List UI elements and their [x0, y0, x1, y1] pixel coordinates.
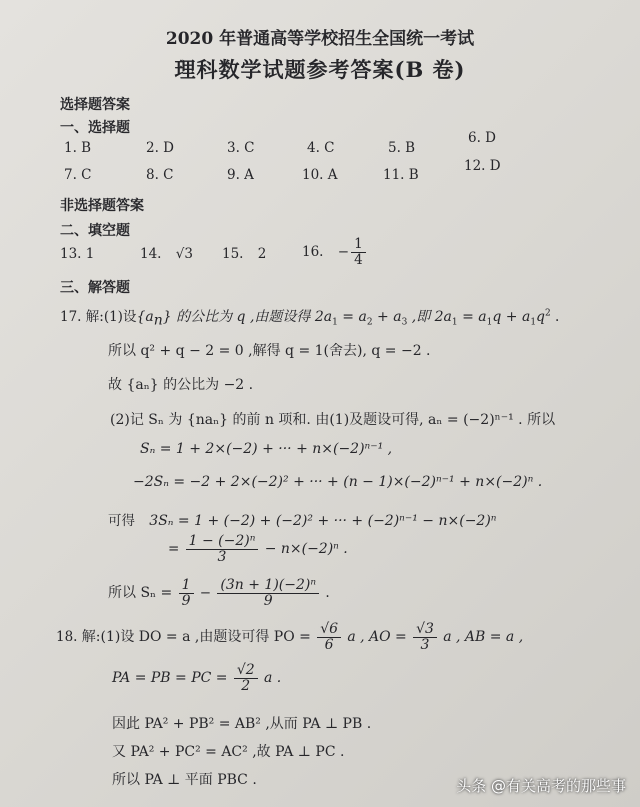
fill-sign: −: [337, 244, 350, 260]
q17-text-a: } 的公比为 q ,由题设得 2a: [162, 309, 333, 325]
q17-seq: {a: [136, 309, 154, 325]
mc-answer-2: 2. D: [146, 140, 174, 156]
mc-answer-7: 7. C: [64, 167, 92, 183]
mc-answer-10: 10. A: [302, 167, 338, 183]
exam-title: 2020 年普通高等学校招生全国统一考试: [165, 29, 475, 49]
fill-fraction: $\frac{1}{4}$: [351, 237, 366, 268]
q18-fraction-1: $\frac{√6}{6}$: [317, 622, 341, 653]
answer-key-title: 理科数学试题参考答案(B 卷): [174, 57, 466, 82]
fill-answer-14: [140, 246, 193, 262]
q18-line-4: 又 PA² + PC² = AC² ,故 PA ⊥ PC .: [112, 744, 345, 760]
q17-label: 17.: [60, 309, 82, 325]
mc-answer-6: 6. D: [468, 130, 496, 146]
q17-sum-expr: 3Sₙ = 1 + (−2) + (−2)² + ··· + (−2)ⁿ⁻¹ − n×(−2)ⁿ: [149, 513, 497, 529]
mc-answer-4: 4. C: [307, 140, 335, 156]
q17-text-d: ,即 2a: [407, 309, 452, 325]
q17-text-f: q + a: [492, 309, 531, 325]
q17-line-8: [168, 534, 348, 565]
choice-answers-heading: 选择题答案: [60, 97, 130, 113]
fill-number: 15.: [222, 246, 244, 262]
q17-fraction-2: $\frac{\text{(3n + 1)(−2)ⁿ}}{9}$: [217, 578, 319, 609]
fill-answer-16: [302, 237, 368, 268]
fill-number: 16.: [302, 244, 324, 260]
q18-line-2: [112, 663, 281, 694]
fill-value: √3: [175, 246, 193, 262]
mc-answer-3: 3. C: [227, 140, 255, 156]
q17-text-h: .: [550, 309, 560, 325]
q17-minus: −: [199, 585, 212, 601]
nonchoice-answers-heading: 非选择题答案: [60, 198, 144, 214]
section-two-heading: 二、填空题: [60, 223, 130, 239]
q18-line-1: [56, 622, 523, 653]
q18-label: 18.: [56, 629, 78, 645]
q18-text-b: a , AO =: [347, 629, 407, 645]
mc-answer-11: 11. B: [383, 167, 419, 183]
q18-text-e: a .: [263, 670, 282, 686]
q17-fraction: $\frac{\text{1 − (−2)ⁿ}}{3}$: [186, 534, 259, 565]
fill-number: 14.: [140, 246, 162, 262]
section-three-heading: 三、解答题: [60, 280, 130, 296]
q17-fraction-1: $\frac{1}{9}$: [179, 578, 194, 609]
q17-tail: − n×(−2)ⁿ .: [264, 541, 348, 557]
q17-text-g: q: [536, 309, 546, 325]
q17-line-7: [108, 509, 496, 529]
q17-text-c: + a: [372, 309, 402, 325]
q17-line-9: [108, 578, 330, 609]
mc-answer-5: 5. B: [388, 140, 416, 156]
watermark-text: 头条 @有关高考的那些事: [456, 777, 626, 795]
mc-answer-1: 1. B: [64, 140, 92, 156]
q17-text-e: = a: [457, 309, 487, 325]
q18-fraction-2: $\frac{√3}{3}$: [413, 622, 437, 653]
q17-line-6: −2Sₙ = −2 + 2×(−2)² + ··· + (n − 1)×(−2)ⁿ⁻¹ + n×(−2)ⁿ .: [133, 474, 543, 490]
q17-prefix: 可得: [108, 513, 135, 529]
q18-text-a: 解:(1)设 DO = a ,由题设可得 PO =: [81, 629, 311, 645]
fill-answer-13: [60, 246, 94, 262]
q17-line-4: (2)记 Sₙ 为 {naₙ} 的前 n 项和. 由(1)及题设可得, aₙ = (−2)ⁿ⁻¹ . 所以: [110, 412, 556, 428]
mc-answer-9: 9. A: [227, 167, 254, 183]
q17-intro: 解:(1)设: [85, 309, 137, 325]
q18-text-d: PA = PB = PC =: [112, 670, 228, 686]
mc-answer-8: 8. C: [146, 167, 174, 183]
q18-text-c: a , AB = a ,: [443, 629, 524, 645]
fill-value: 2: [257, 246, 267, 262]
q17-text-b: = a: [337, 309, 367, 325]
q18-line-3: 因此 PA² + PB² = AB² ,从而 PA ⊥ PB .: [112, 716, 372, 732]
q18-fraction-3: $\frac{√2}{2}$: [234, 663, 258, 694]
fill-answer-15: [222, 246, 266, 262]
q17-line-2: 所以 q² + q − 2 = 0 ,解得 q = 1(舍去), q = −2 .: [108, 343, 431, 359]
q17-line-1: 17. 解:(1)设$\{a_n\}$ 的公比为 q ,由题设得 $2a_1 = a_2 + a_3$ ,即 $2a_1 = a_1q + a_1q^2$ .: [60, 308, 560, 329]
q17-line-3: 故 {aₙ} 的公比为 −2 .: [108, 377, 254, 393]
fill-value: 1: [85, 246, 95, 262]
mc-answer-12: 12. D: [464, 158, 501, 174]
q17-end: .: [325, 585, 330, 601]
q17-eq: =: [168, 541, 180, 557]
q18-line-5: 所以 PA ⊥ 平面 PBC .: [112, 772, 257, 788]
fill-number: 13.: [60, 246, 82, 262]
q17-result-prefix: 所以 Sₙ =: [108, 585, 173, 601]
section-one-heading: 一、选择题: [60, 120, 130, 136]
q17-line-5: Sₙ = 1 + 2×(−2) + ··· + n×(−2)ⁿ⁻¹ ,: [140, 441, 393, 457]
